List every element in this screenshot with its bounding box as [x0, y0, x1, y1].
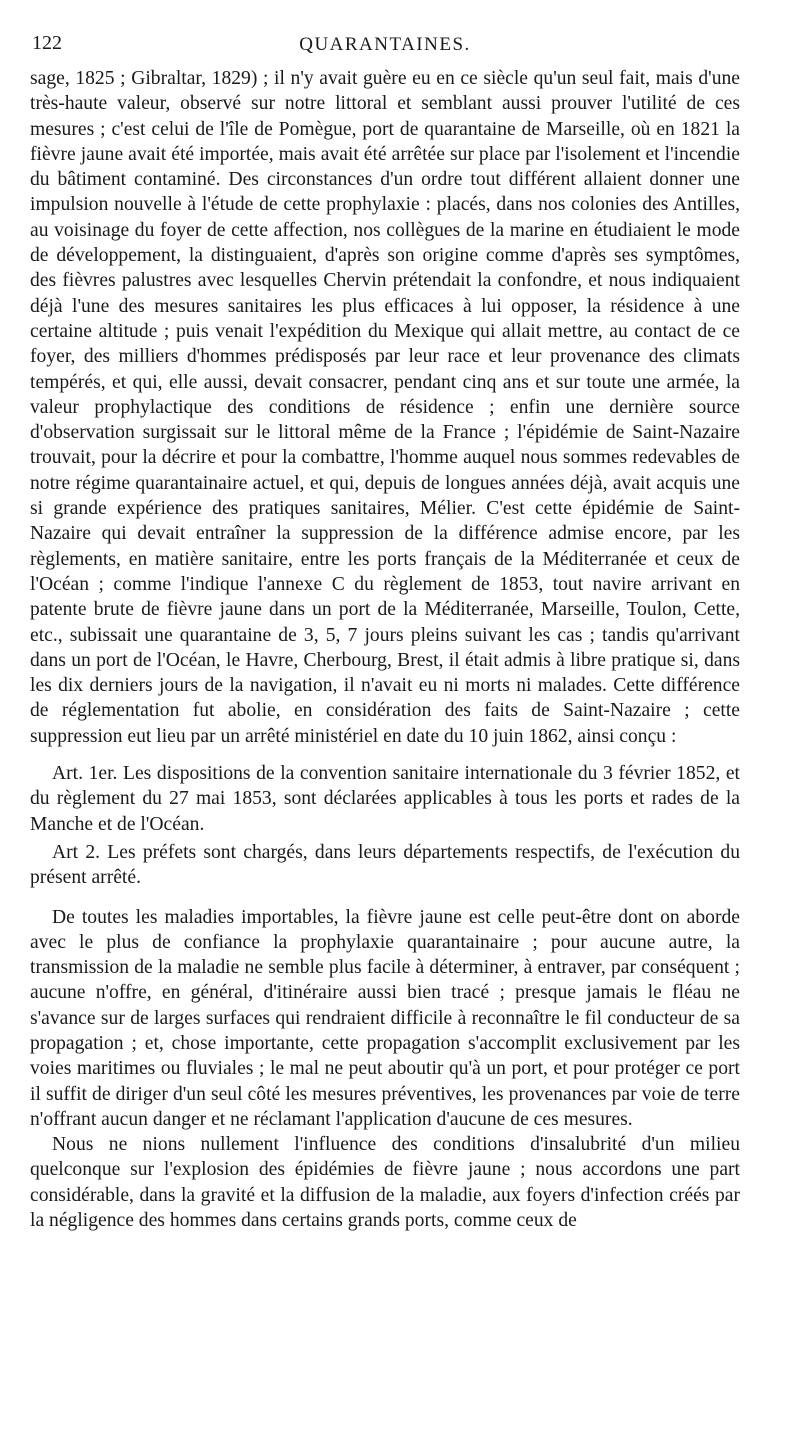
- body-text: [30, 66, 740, 1233]
- page-number: 122: [32, 32, 62, 54]
- running-title: QUARANTAINES.: [299, 34, 471, 55]
- paragraph-insalubrity: Nous ne nions nullement l'influence des conditions d'insalubrité d'un milieu quelconque sur l'explosion des épidémies de fièvre jaune ; nous accordons une part considérable, dans la gravité et la diffusion de la maladie, aux foyers d'infection créés par la négligence des hommes dans certains grands ports, comme ceux de: [30, 1134, 740, 1232]
- decree-article-1: Art. 1er. Les dispositions de la convention sanitaire internationale du 3 février 1852, et du règlement du 27 mai 1853, sont déclarées applicables à tous les ports et rades de la Manche et de l'Océan.: [30, 763, 740, 835]
- decree-article-2: Art 2. Les préfets sont chargés, dans leurs départements respectifs, de l'exécution du présent arrêté.: [30, 841, 740, 889]
- page-header: [30, 30, 740, 66]
- paragraph-continued: sage, 1825 ; Gibraltar, 1829) ; il n'y avait guère eu en ce siècle qu'un seul fait, mais d'une très-haute valeur, observé sur notre littoral et semblant aussi prouver l'utilité de ces mesures ; c'est celui de l'île de Pomègue, port de quarantaine de Marseille, où en 1821 la fièvre jaune avait été importée, mais avait été arrêtée sur place par l'isolement et l'incendie du bâtiment contaminé. Des circonstances d'un ordre tout différent allaient donner une impulsion nouvelle à l'étude de cette prophylaxie : placés, dans nos colonies des Antilles, au voisinage du foyer de cette affection, nos collègues de la marine en étudiaient le mode de développement, la distinguaient, d'après son origine comme d'après ses symptômes, des fièvres palustres avec lesquelles Chervin prétendait la confondre, et nous indiquaient déjà l'une des mesures sanitaires les plus efficaces à lui opposer, la résidence à une certaine altitude ; puis venait l'expédition du Mexique qui allait mettre, au contact de ce foyer, des milliers d'hommes prédisposés par leur race et leur provenance des climats tempérés, et qui, elle aussi, devait consacrer, pendant cinq ans et sur toute une armée, la valeur prophylactique des conditions de résidence ; enfin une dernière source d'observation surgissait sur le littoral même de la France ; l'épidémie de Saint-Nazaire trouvait, pour la décrire et pour la combattre, l'homme auquel nous sommes redevables de notre régime quarantainaire actuel, et qui, depuis de longues années déjà, avait acquis une si grande expérience des pratiques sanitaires, Mélier. C'est cette épidémie de Saint-Nazaire qui devait entraîner la suppression de la différence admise encore, par les règlements, en matière sanitaire, entre les ports français de la Méditerranée et ceux de l'Océan ; comme l'indique l'annexe C du règlement de 1853, tout navire arrivant en patente brute de fièvre jaune dans un port de la Méditerranée, Marseille, Toulon, Cette, etc., subissait une quarantaine de 3, 5, 7 jours pleins suivant les cas ; tandis qu'arrivant dans un port de l'Océan, le Havre, Cherbourg, Brest, il était admis à libre pratique si, dans les dix derniers jours de la navigation, il n'avait eu ni morts ni malades. Cette différence de réglementation fut abolie, en considération des faits de Saint-Nazaire ; cette suppression eut lieu par un arrêté ministériel en date du 10 juin 1862, ainsi conçu :: [30, 68, 740, 747]
- paragraph-yellow-fever-prophylaxis: De toutes les maladies importables, la fièvre jaune est celle peut-être dont on aborde avec le plus de confiance la prophylaxie quarantainaire ; pour aucune autre, la transmission de la maladie ne semble plus facile à déterminer, à entraver, par conséquent ; aucune n'offre, en général, d'itinéraire aussi bien tracé ; presque jamais le fléau ne s'avance sur de larges surfaces qui rendraient difficile à reconnaître le fil conducteur de sa propagation ; et, chose importante, cette propagation s'accomplit exclusivement par les voies maritimes ou fluviales ; le mal ne peut aboutir qu'à un port, et pour protéger ce port il suffit de diriger d'un seul côté les mesures préventives, les provenances par voie de terre n'offrant aucun danger et ne réclamant l'application d'aucune de ces mesures.: [30, 906, 740, 1130]
- ministerial-decree: [30, 761, 740, 890]
